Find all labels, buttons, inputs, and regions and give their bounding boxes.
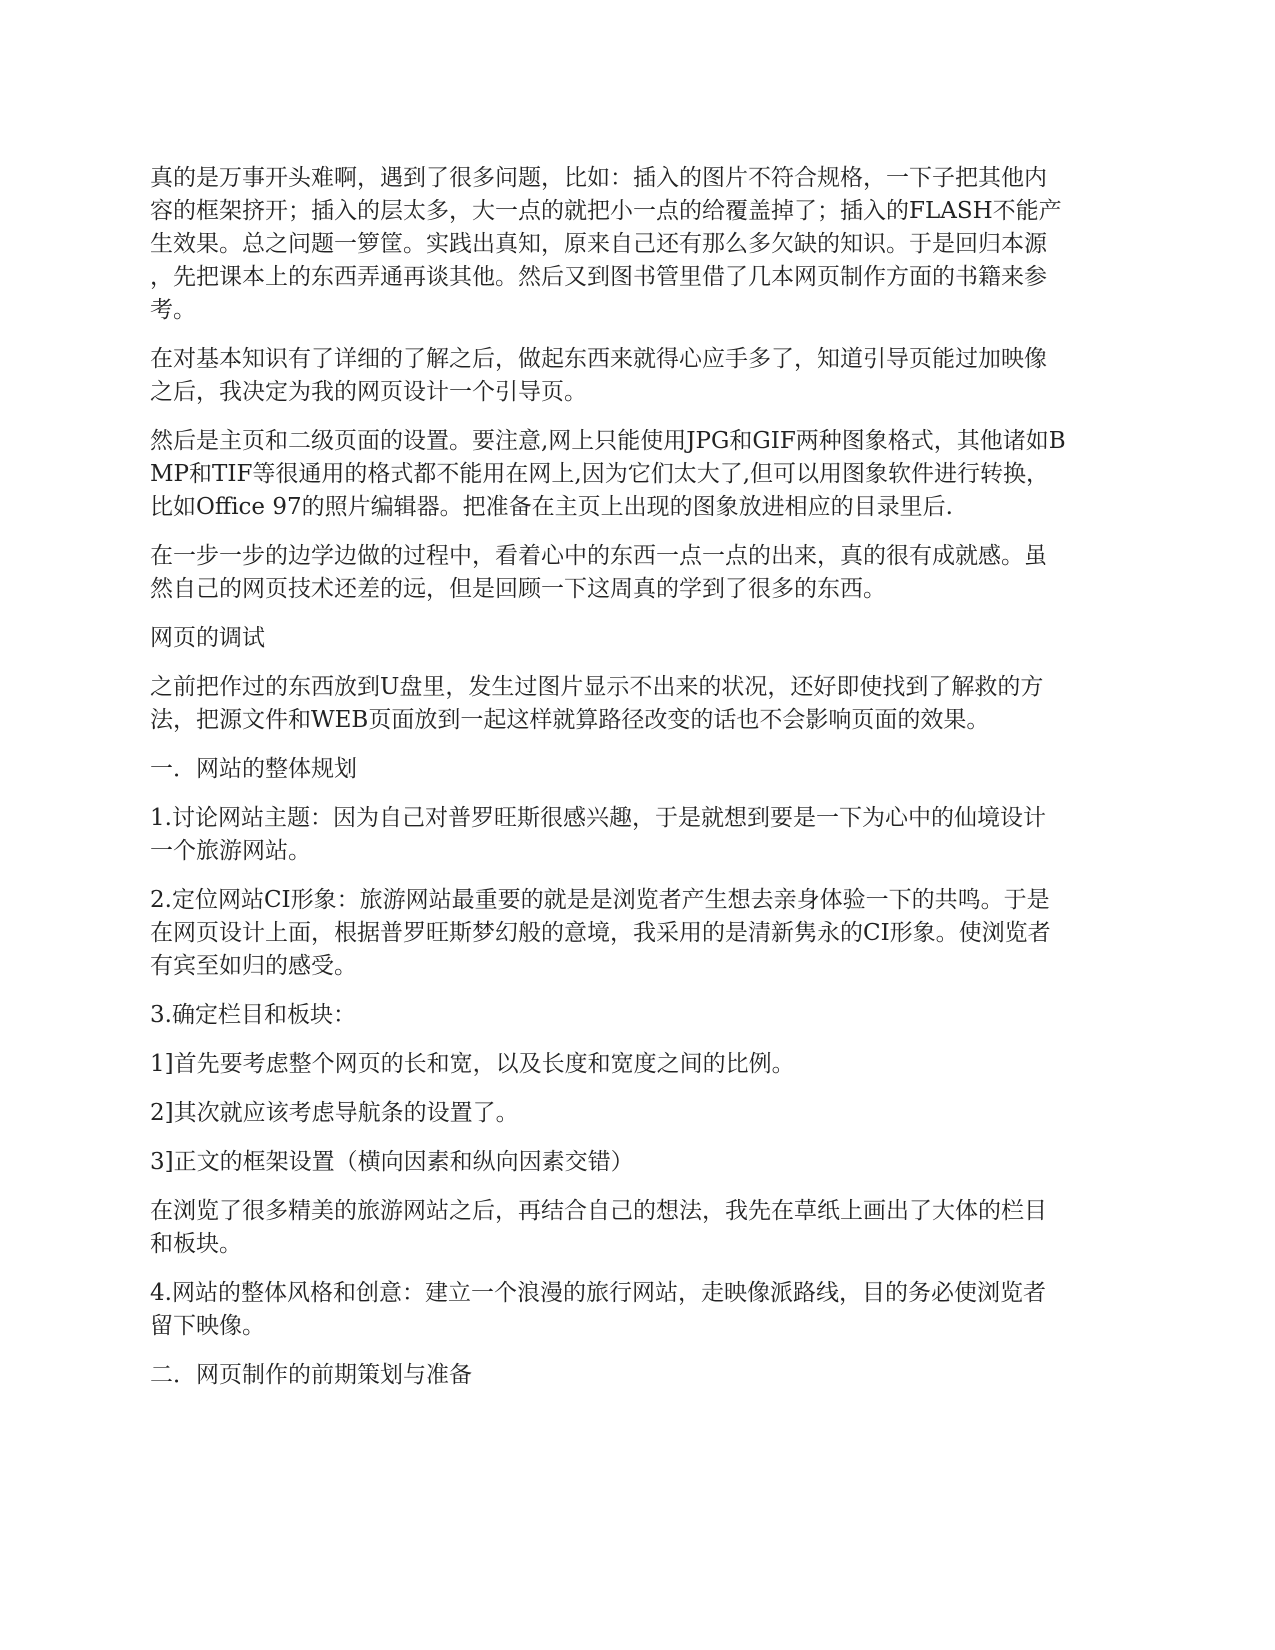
paragraph-sections: 3.确定栏目和板块：: [150, 1002, 356, 1028]
paragraph-basic-knowledge: 在对基本知识有了详细的了解之后，做起东西来就得心应手多了，知道引导页能过加映像 之后，我决定为我的网页设计一个引导页。: [150, 346, 1047, 405]
heading-overall-planning: 一．网站的整体规划: [150, 756, 357, 782]
heading-preparation: 二．网页制作的前期策划与准备: [150, 1362, 472, 1388]
paragraph-image-formats: 然后是主页和二级页面的设置。要注意,网上只能使用JPG和GIF两种图象格式，其他诸如B MP和TIF等很通用的格式都不能用在网上,因为它们太大了,但可以用图象软件进行转换， 比如Office 97的照片编辑器。把准备在主页上出现的图象放进相应的目录里后.: [150, 428, 1066, 520]
list-item-size: 1]首先要考虑整个网页的长和宽，以及长度和宽度之间的比例。: [150, 1051, 795, 1077]
heading-debugging: 网页的调试: [150, 625, 265, 651]
paragraph-sketch: 在浏览了很多精美的旅游网站之后，再结合自己的想法，我先在草纸上画出了大体的栏目 和板块。: [150, 1198, 1047, 1257]
list-item-navigation: 2]其次就应该考虑导航条的设置了。: [150, 1100, 519, 1126]
paragraph-theme: 1.讨论网站主题：因为自己对普罗旺斯很感兴趣，于是就想到要是一下为心中的仙境设计 一个旅游网站。: [150, 805, 1046, 864]
paragraph-style: 4.网站的整体风格和创意：建立一个浪漫的旅行网站，走映像派路线，目的务必使浏览者 留下映像。: [150, 1280, 1046, 1339]
paragraph-ci-image: 2.定位网站CI形象：旅游网站最重要的就是是浏览者产生想去亲身体验一下的共鸣。于是 在网页设计上面，根据普罗旺斯梦幻般的意境，我采用的是清新隽永的CI形象。使浏览者 有宾至如归的感受。: [150, 887, 1051, 979]
paragraph-difficulties: 真的是万事开头难啊，遇到了很多问题，比如：插入的图片不符合规格，一下子把其他内 容的框架挤开；插入的层太多，大一点的就把小一点的给覆盖掉了；插入的FLASH不能产 生效果。总之问题一箩筐。实践出真知，原来自己还有那么多欠缺的知识。于是回归本源 ，先把课本上的东西弄通再谈其他。然后又到图书管里借了几本网页制作方面的书籍来参 考。: [150, 165, 1062, 323]
paragraph-usb-issue: 之前把作过的东西放到U盘里，发生过图片显示不出来的状况，还好即使找到了解救的方 法，把源文件和WEB页面放到一起这样就算路径改变的话也不会影响页面的效果。: [150, 674, 1044, 733]
paragraph-achievement: 在一步一步的边学边做的过程中，看着心中的东西一点一点的出来，真的很有成就感。虽 然自己的网页技术还差的远，但是回顾一下这周真的学到了很多的东西。: [150, 543, 1047, 602]
list-item-framework: 3]正文的框架设置（横向因素和纵向因素交错）: [150, 1149, 634, 1175]
document-body: [150, 162, 1126, 1408]
